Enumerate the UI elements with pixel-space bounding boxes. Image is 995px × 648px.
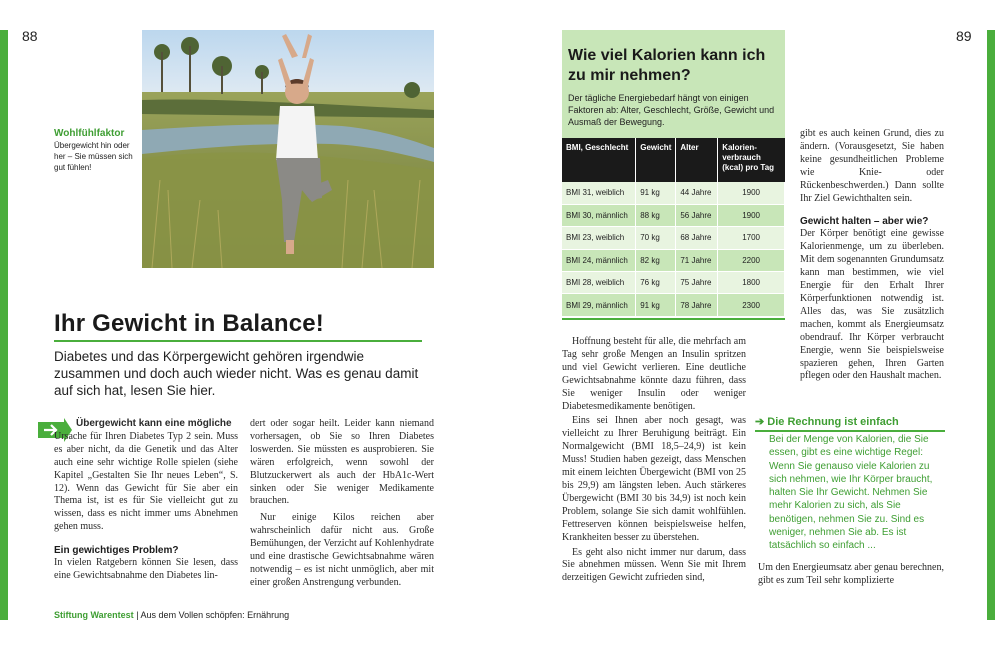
cell-age: 56 Jahre [676,204,718,226]
cell-age: 75 Jahre [676,272,718,294]
tip-box [755,415,945,555]
column-left-2 [250,418,434,590]
table-header-weight: Gewicht [636,138,676,182]
cell-bmi: BMI 24, männlich [562,249,636,271]
running-footer [54,610,289,620]
table-row [562,272,785,294]
col3-paragraph-3: Es geht also nicht immer nur darum, dass Sie abnehmen müssen. Wenn Sie mit Ihrem derzeitigen Gewicht zufrieden sind, [562,546,746,584]
calorie-info-box [562,30,785,138]
cell-weight: 91 kg [636,182,676,204]
cell-age: 71 Jahre [676,249,718,271]
table-row [562,182,785,204]
subheading-halten: Gewicht halten – aber wie? [800,216,929,228]
cell-kcal: 2200 [718,249,785,271]
col2-paragraph-1: dert oder sogar heilt. Leider kann niemand vorhersagen, ob Sie so Ihren Diabetes loswerden. Sie müssten es ausprobieren. Sie wären erfolgreich, wenn sowohl der Blutzuckerwert als auch der HbA1c-Wert sinken oder Sie weniger Medikamente brauchen. [250,418,434,507]
cell-bmi: BMI 29, männlich [562,294,636,316]
column-left-1 [54,418,238,583]
page-number-right: 89 [956,28,972,44]
cell-age: 78 Jahre [676,294,718,316]
cell-bmi: BMI 30, männlich [562,204,636,226]
col4-paragraph-1: gibt es auch keinen Grund, dies zu ändern. (Vorausgesetzt, Sie haben keine gesundheitlichen Probleme wie Knie- oder Rückenbeschwerden.) Dann sollte Ihr Ziel Gewichthalten sein. [800,128,944,204]
table-row [562,204,785,226]
table-row [562,227,785,249]
photo-caption-text: Übergewicht hin oder her – Sie müssen sich gut fühlen! [54,141,133,172]
footer-title: Aus dem Vollen schöpfen: Ernährung [140,610,290,620]
tip-text: Bei der Menge von Kalorien, die Sie essen, gibt es eine wichtige Regel: Wenn Sie genauso viele Kalorien zu sich nehmen, wie Ihr Körper braucht, halten Sie Ihr Gewicht. Nehmen Sie mehr Kalorien zu sich, als Sie benötigen, nehmen Sie zu. Sind es weniger, nehmen Sie ab. Es ist tatsächlich so einfach ... [769,434,933,552]
col4-paragraph-3: Um den Energieumsatz aber genau berechnen, gibt es zum Teil sehr komplizierte [758,562,944,586]
col3-paragraph-2: Eins sei Ihnen aber noch gesagt, was vielleicht zu Ihrer Beruhigung beiträgt. Ein Normalgewicht (BMI 18,5–24,9) ist kein Muss! Studien haben gezeigt, dass Menschen mit einem leichten Übergewicht (BMI von 25 bis 29,9) am längsten leben. Auch stärkeres Übergewicht (BMI 30 bis 34,9) ist noch kein Problem, solange Sie sich damit wohlfühlen. Fettreserven können beispielsweise helfen, Krankheiten besser zu überstehen. [562,415,746,543]
right-margin-bar [987,30,995,620]
cell-bmi: BMI 31, weiblich [562,182,636,204]
tip-arrow-icon: ➔ [755,416,765,428]
yoga-woman-photo [142,30,434,268]
col2-paragraph-2: Nur einige Kilos reichen aber wahrscheinlich dafür nicht aus. Große Bemühungen, der Verzicht auf Kohlenhydrate und eine drastische Gewichtsabnahme wären notwendig – es ist nicht unmöglich, aber mit einer großen Anstrengung verbunden. [250,512,434,588]
cell-weight: 76 kg [636,272,676,294]
left-margin-bar [0,30,8,620]
table-row [562,249,785,271]
table-header-bmi: BMI, Geschlecht [562,138,636,182]
cell-weight: 91 kg [636,294,676,316]
column-right-1 [562,336,746,585]
calorie-table [562,138,785,317]
table-header-kcal: Kalorien-verbrauch (kcal) pro Tag [718,138,785,182]
cell-kcal: 1900 [718,182,785,204]
tip-title: Die Rechnung ist einfach [767,416,899,428]
table-header-age: Alter [676,138,718,182]
heading-rule [54,340,422,342]
subheading-problem: Ein gewichtiges Problem? [54,545,179,557]
cell-bmi: BMI 23, weiblich [562,227,636,249]
cell-bmi: BMI 28, weiblich [562,272,636,294]
cell-age: 44 Jahre [676,182,718,204]
footer-brand: Stiftung Warentest [54,610,134,620]
table-bottom-rule [562,318,785,320]
cell-kcal: 1900 [718,204,785,226]
col1-paragraph-2: In vielen Ratgebern können Sie lesen, dass eine Gewichtsabnahme den Diabetes lin- [54,557,238,582]
cell-kcal: 1800 [718,272,785,294]
cell-weight: 82 kg [636,249,676,271]
cell-kcal: 2300 [718,294,785,316]
col4-paragraph-2: Der Körper benötigt eine gewisse Kalorienmenge, um zu überleben. Mit dem sogenannten Grundumsatz kann man bestimmen, wie viel Energie für den Erhalt Ihrer Körperfunktionen notwendig ist. Alles das, was Sie zusätzlich machen, kommt als Energieumsatz obendrauf. Ihr Körper verbraucht Energie, wenn Sie beispielsweise spazieren gehen, Ihren Garten pflegen oder den Haushalt machen. [800,228,944,382]
page-number-left: 88 [22,28,38,44]
cell-weight: 88 kg [636,204,676,226]
table-row [562,294,785,316]
calorie-box-text: Der tägliche Energiebedarf hängt von einigen Faktoren ab: Alter, Geschlecht, Größe, Gewicht und Ausmaß der Bewegung. [568,93,775,127]
cell-weight: 70 kg [636,227,676,249]
cell-age: 68 Jahre [676,227,718,249]
col3-paragraph-1: Hoffnung besteht für alle, die mehrfach am Tag sehr große Mengen an Insulin spritzen und viel Gewicht verlieren. Eine deutliche Gewichtsabnahme könnte dazu führen, dass Sie weniger Insulin oder weniger Diabetesmedikamente benötigen. [562,336,746,412]
tip-title-row [755,415,945,432]
calorie-box-title: Wie viel Kalorien kann ich zu mir nehmen? [568,47,766,84]
intro-bold-text: Übergewicht kann eine mögliche [76,418,232,429]
chapter-heading: Ihr Gewicht in Balance! [54,310,324,337]
footer-separator: | [136,610,139,620]
cell-kcal: 1700 [718,227,785,249]
column-right-2 [800,128,944,383]
column-right-2-continued [758,562,944,588]
col1-paragraph-1: Ursache für Ihren Diabetes Typ 2 sein. Muss es aber nicht, da die Genetik und das Alter auch eine sehr wichtige Rolle spielen (siehe Kapitel „Gestalten Sie Ihr neues Leben“, S. 12). Wenn das Gewicht für Sie aber ein Thema ist, ist es für Sie vielleicht gut zu wissen, dass es nicht immer ums Abnehmen gehen muss. [54,430,238,533]
photo-caption-title: Wohlfühlfaktor [54,128,125,139]
lead-paragraph: Diabetes und das Körpergewicht gehören irgendwie zusammen und doch auch wieder nicht. Was es genau damit auf sich hat, lesen Sie hier. [54,349,419,398]
